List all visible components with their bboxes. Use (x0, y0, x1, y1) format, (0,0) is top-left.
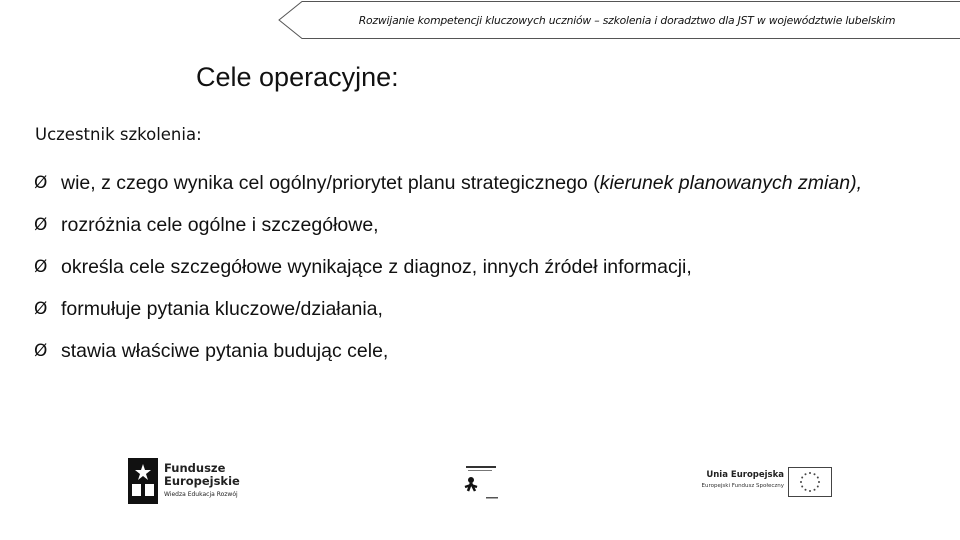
fe-line1: Fundusze (164, 461, 226, 475)
fundusze-europejskie-logo (128, 458, 268, 506)
unia-europejska-logo (688, 467, 838, 499)
banner-text: Rozwijanie kompetencji kluczowych uczniów – szkolenia i doradztwo dla JST w województwie lubelskim (358, 13, 896, 27)
ue-sub: Europejski Fundusz Społeczny (701, 483, 784, 489)
bullet-item (34, 288, 891, 330)
bullet-text: określa cele szczegółowe wynikające z diagnoz, innych źródeł informacji, (61, 256, 692, 278)
header-banner (278, 1, 960, 39)
footer-logos (0, 455, 960, 515)
arrow-bullet-icon: Ø (34, 299, 48, 319)
slide-subtitle: Uczestnik szkolenia: (35, 125, 202, 144)
arrow-bullet-icon: Ø (34, 341, 48, 361)
bullet-text: wie, z czego wynika cel ogólny/priorytet planu strategicznego ( (61, 172, 600, 194)
slide-title: Cele operacyjne: (196, 62, 399, 92)
arrow-bullet-icon: Ø (34, 215, 48, 235)
bullet-text: rozróżnia cele ogólne i szczegółowe, (61, 214, 379, 236)
region-logo-icon (462, 463, 502, 505)
fe-line2: Europejskie (164, 474, 240, 488)
arrow-bullet-icon: Ø (34, 257, 48, 277)
bullet-text: formułuje pytania kluczowe/działania, (61, 298, 383, 320)
bullet-item (34, 246, 891, 288)
fe-sub: Wiedza Edukacja Rozwój (164, 491, 238, 498)
ue-name: Unia Europejska (706, 470, 784, 480)
arrow-bullet-icon: Ø (34, 173, 48, 193)
fe-mark-icon (128, 458, 158, 504)
bullet-list (34, 162, 891, 372)
eu-flag-icon (788, 467, 832, 497)
bullet-item (34, 330, 891, 372)
bullet-item (34, 204, 891, 246)
bullet-item (34, 162, 891, 204)
bullet-text: stawia właściwe pytania budując cele, (61, 340, 389, 362)
bullet-text-italic: kierunek planowanych zmian), (599, 172, 862, 194)
